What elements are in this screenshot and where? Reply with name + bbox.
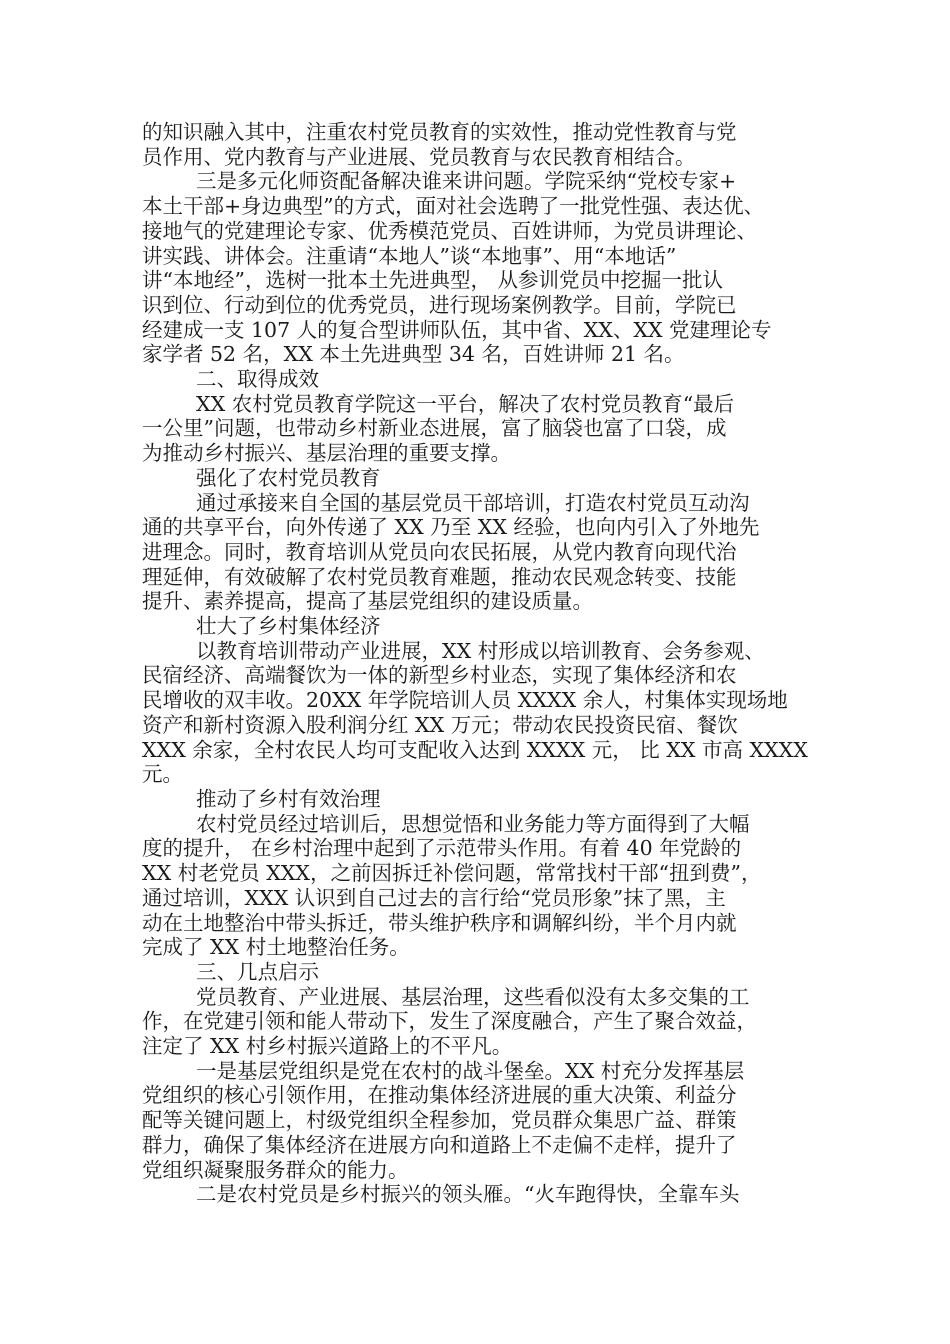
text-line: 二是农村党员是乡村振兴的领头雁。“火车跑得快，全靠车头 [196, 1182, 740, 1207]
text-line: 一公里”问题，也带动乡村新业态进展，富了脑袋也富了口袋，成 [142, 416, 727, 441]
text-line: 通过承接来自全国的基层党员干部培训，打造农村党员互动沟 [196, 490, 750, 515]
text-line: 一是基层党组织是党在农村的战斗堡垒。XX 村充分发挥基层 [196, 1058, 745, 1083]
text-line: 本土干部+身边典型”的方式，面对社会选聘了一批党性强、表达优、 [142, 194, 765, 219]
text-line: 员作用、党内教育与产业进展、党员教育与农民教育相结合。 [142, 144, 696, 169]
document-body [142, 120, 842, 1207]
text-line: 配等关键问题上，村级党组织全程参加，党员群众集思广益、群策 [142, 1108, 737, 1133]
text-line: 通的共享平台，向外传递了 XX 乃至 XX 经验，也向内引入了外地先 [142, 515, 760, 540]
text-line: 的知识融入其中，注重农村党员教育的实效性，推动党性教育与党 [142, 120, 737, 144]
text-line: 党组织的核心引领作用，在推动集体经济进展的重大决策、利益分 [142, 1083, 737, 1108]
text-line: XX 村老党员 XXX，之前因拆迁补偿问题，常常找村干部“扭到费”， [142, 861, 762, 886]
text-line: 识到位、行动到位的优秀党员，进行现场案例教学。目前，学院已 [142, 292, 737, 317]
text-line: 元。 [142, 762, 183, 787]
text-line: 讲实践、讲体会。注重请“本地人”谈“本地事”、用“本地话” [142, 243, 677, 268]
text-line: 注定了 XX 村乡村振兴道路上的不平凡。 [142, 1034, 513, 1059]
text-line: 农村党员经过培训后，思想觉悟和业务能力等方面得到了大幅 [196, 811, 750, 836]
text-line: XXX 余家，全村农民人均可支配收入达到 XXXX 元， 比 XX 市高 XXXX [142, 737, 808, 762]
text-line: 接地气的党建理论专家、优秀模范党员、百姓讲师，为党员讲理论、 [142, 218, 757, 243]
text-line: 党组织凝聚服务群众的能力。 [142, 1157, 409, 1182]
text-line: 三是多元化师资配备解决谁来讲问题。学院采纳“党校专家+ [196, 169, 737, 194]
text-line: 党员教育、产业进展、基层治理，这些看似没有太多交集的工 [196, 984, 750, 1009]
text-line: 民宿经济、高端餐饮为一体的新型乡村业态，实现了集体经济和农 [142, 663, 737, 688]
text-line: 推动了乡村有效治理 [196, 786, 381, 811]
text-line: 进理念。同时，教育培训从党员向农民拓展，从党内教育向现代治 [142, 539, 737, 564]
text-line: 二、取得成效 [196, 367, 319, 392]
text-line: 资产和新村资源入股利润分红 XX 万元；带动农民投资民宿、餐饮 [142, 712, 738, 737]
text-line: 完成了 XX 村土地整治任务。 [142, 935, 410, 960]
text-line: 动在土地整治中带头拆迁，带头维护秩序和调解纠纷，半个月内就 [142, 910, 737, 935]
text-line: 通过培训，XXX 认识到自己过去的言行给“党员形象”抹了黑，主 [142, 885, 726, 910]
text-line: 壮大了乡村集体经济 [196, 614, 381, 639]
text-line: 家学者 52 名，XX 本土先进典型 34 名，百姓讲师 21 名。 [142, 342, 685, 367]
text-line: 三、几点启示 [196, 959, 319, 984]
text-line: 群力，确保了集体经济在进展方向和道路上不走偏不走样，提升了 [142, 1132, 737, 1157]
text-line: 讲“本地经”，选树一批本土先进典型， 从参训党员中挖掘一批认 [142, 268, 723, 293]
text-line: XX 农村党员教育学院这一平台，解决了农村党员教育“最后 [196, 391, 735, 416]
text-line: 经建成一支 107 人的复合型讲师队伍，其中省、XX、XX 党建理论专 [142, 317, 772, 342]
text-line: 以教育培训带动产业进展，XX 村形成以培训教育、会务参观、 [196, 638, 765, 663]
text-line: 为推动乡村振兴、基层治理的重要支撑。 [142, 441, 511, 466]
text-line: 理延伸，有效破解了农村党员教育难题，推动农民观念转变、技能 [142, 564, 737, 589]
text-line: 度的提升， 在乡村治理中起到了示范带头作用。有着 40 年党龄的 [142, 836, 742, 861]
text-line: 民增收的双丰收。20XX 年学院培训人员 XXXX 余人，村集体实现场地 [142, 688, 788, 713]
text-line: 作，在党建引领和能人带动下，发生了深度融合，产生了聚合效益， [142, 1009, 757, 1034]
text-line: 提升、素养提高，提高了基层党组织的建设质量。 [142, 589, 593, 614]
text-line: 强化了农村党员教育 [196, 465, 381, 490]
